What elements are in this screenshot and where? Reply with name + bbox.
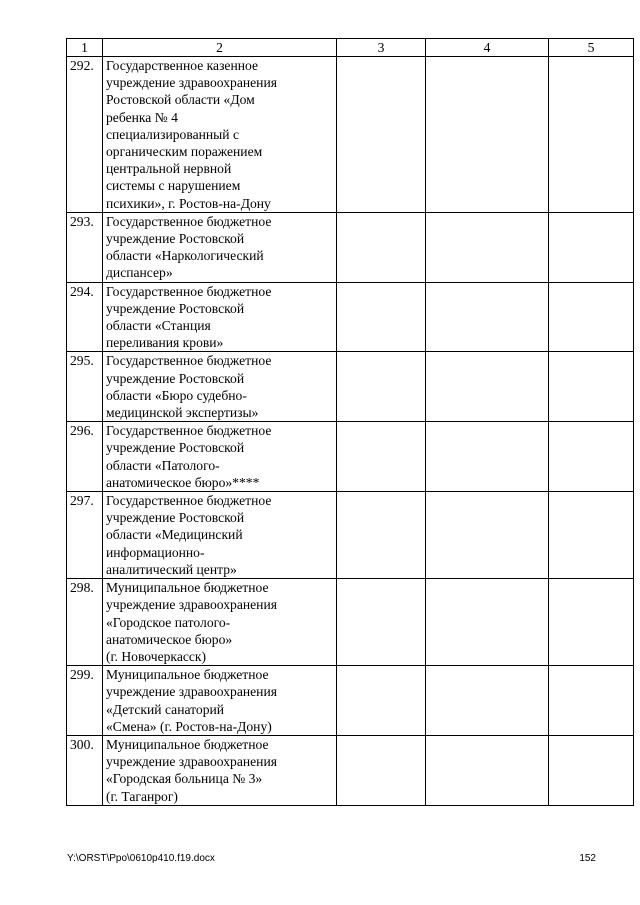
cell-column-5 bbox=[549, 579, 634, 666]
institution-name: Государственное казенное учреждение здравоохранения Ростовской области «Дом ребенка № 4 специализированный с органическим поражением центральной нервной системы с нарушением психики», г. Ростов-на-Дону bbox=[103, 57, 337, 213]
cell-column-3 bbox=[337, 579, 426, 666]
page-number: 152 bbox=[579, 853, 596, 864]
institution-name: Государственное бюджетное учреждение Ростовской области «Наркологический диспансер» bbox=[103, 212, 337, 282]
cell-column-4 bbox=[426, 492, 549, 579]
cell-column-5 bbox=[549, 282, 634, 352]
cell-column-5 bbox=[549, 212, 634, 282]
cell-column-4 bbox=[426, 352, 549, 422]
table-row bbox=[67, 422, 634, 492]
column-header-2: 2 bbox=[103, 39, 337, 57]
document-table bbox=[66, 38, 634, 806]
cell-column-5 bbox=[549, 57, 634, 213]
row-number: 297. bbox=[67, 492, 103, 579]
table-row bbox=[67, 212, 634, 282]
column-header-4: 4 bbox=[426, 39, 549, 57]
table-row bbox=[67, 57, 634, 213]
table-row bbox=[67, 492, 634, 579]
cell-column-3 bbox=[337, 282, 426, 352]
cell-column-3 bbox=[337, 735, 426, 805]
cell-column-4 bbox=[426, 57, 549, 213]
column-header-1: 1 bbox=[67, 39, 103, 57]
row-number: 300. bbox=[67, 735, 103, 805]
institution-name: Государственное бюджетное учреждение Ростовской области «Станция переливания крови» bbox=[103, 282, 337, 352]
table-row bbox=[67, 666, 634, 736]
institution-name: Муниципальное бюджетное учреждение здравоохранения «Городская больница № 3» (г. Таганрог) bbox=[103, 735, 337, 805]
cell-column-5 bbox=[549, 666, 634, 736]
cell-column-4 bbox=[426, 666, 549, 736]
cell-column-5 bbox=[549, 352, 634, 422]
cell-column-3 bbox=[337, 492, 426, 579]
cell-column-3 bbox=[337, 352, 426, 422]
row-number: 294. bbox=[67, 282, 103, 352]
cell-column-4 bbox=[426, 212, 549, 282]
table-row bbox=[67, 579, 634, 666]
institution-name: Муниципальное бюджетное учреждение здравоохранения «Детский санаторий «Смена» (г. Ростов-на-Дону) bbox=[103, 666, 337, 736]
row-number: 295. bbox=[67, 352, 103, 422]
column-header-5: 5 bbox=[549, 39, 634, 57]
row-number: 296. bbox=[67, 422, 103, 492]
cell-column-3 bbox=[337, 422, 426, 492]
column-header-3: 3 bbox=[337, 39, 426, 57]
cell-column-3 bbox=[337, 57, 426, 213]
cell-column-5 bbox=[549, 422, 634, 492]
table-row bbox=[67, 735, 634, 805]
table-row bbox=[67, 282, 634, 352]
institution-name: Государственное бюджетное учреждение Ростовской области «Бюро судебно- медицинской экспертизы» bbox=[103, 352, 337, 422]
cell-column-5 bbox=[549, 735, 634, 805]
row-number: 292. bbox=[67, 57, 103, 213]
table-row bbox=[67, 352, 634, 422]
cell-column-4 bbox=[426, 735, 549, 805]
institution-name: Государственное бюджетное учреждение Ростовской области «Патолого- анатомическое бюро»**** bbox=[103, 422, 337, 492]
table-body bbox=[67, 57, 634, 806]
cell-column-3 bbox=[337, 666, 426, 736]
cell-column-4 bbox=[426, 282, 549, 352]
row-number: 299. bbox=[67, 666, 103, 736]
institution-name: Муниципальное бюджетное учреждение здравоохранения «Городское патолого- анатомическое бюро» (г. Новочеркасск) bbox=[103, 579, 337, 666]
cell-column-4 bbox=[426, 579, 549, 666]
row-number: 293. bbox=[67, 212, 103, 282]
row-number: 298. bbox=[67, 579, 103, 666]
cell-column-4 bbox=[426, 422, 549, 492]
cell-column-5 bbox=[549, 492, 634, 579]
institution-name: Государственное бюджетное учреждение Ростовской области «Медицинский информационно- аналитический центр» bbox=[103, 492, 337, 579]
footer-file-path: Y:\ORST\Ppo\0610p410.f19.docx bbox=[67, 853, 215, 864]
cell-column-3 bbox=[337, 212, 426, 282]
header-row bbox=[67, 39, 634, 57]
